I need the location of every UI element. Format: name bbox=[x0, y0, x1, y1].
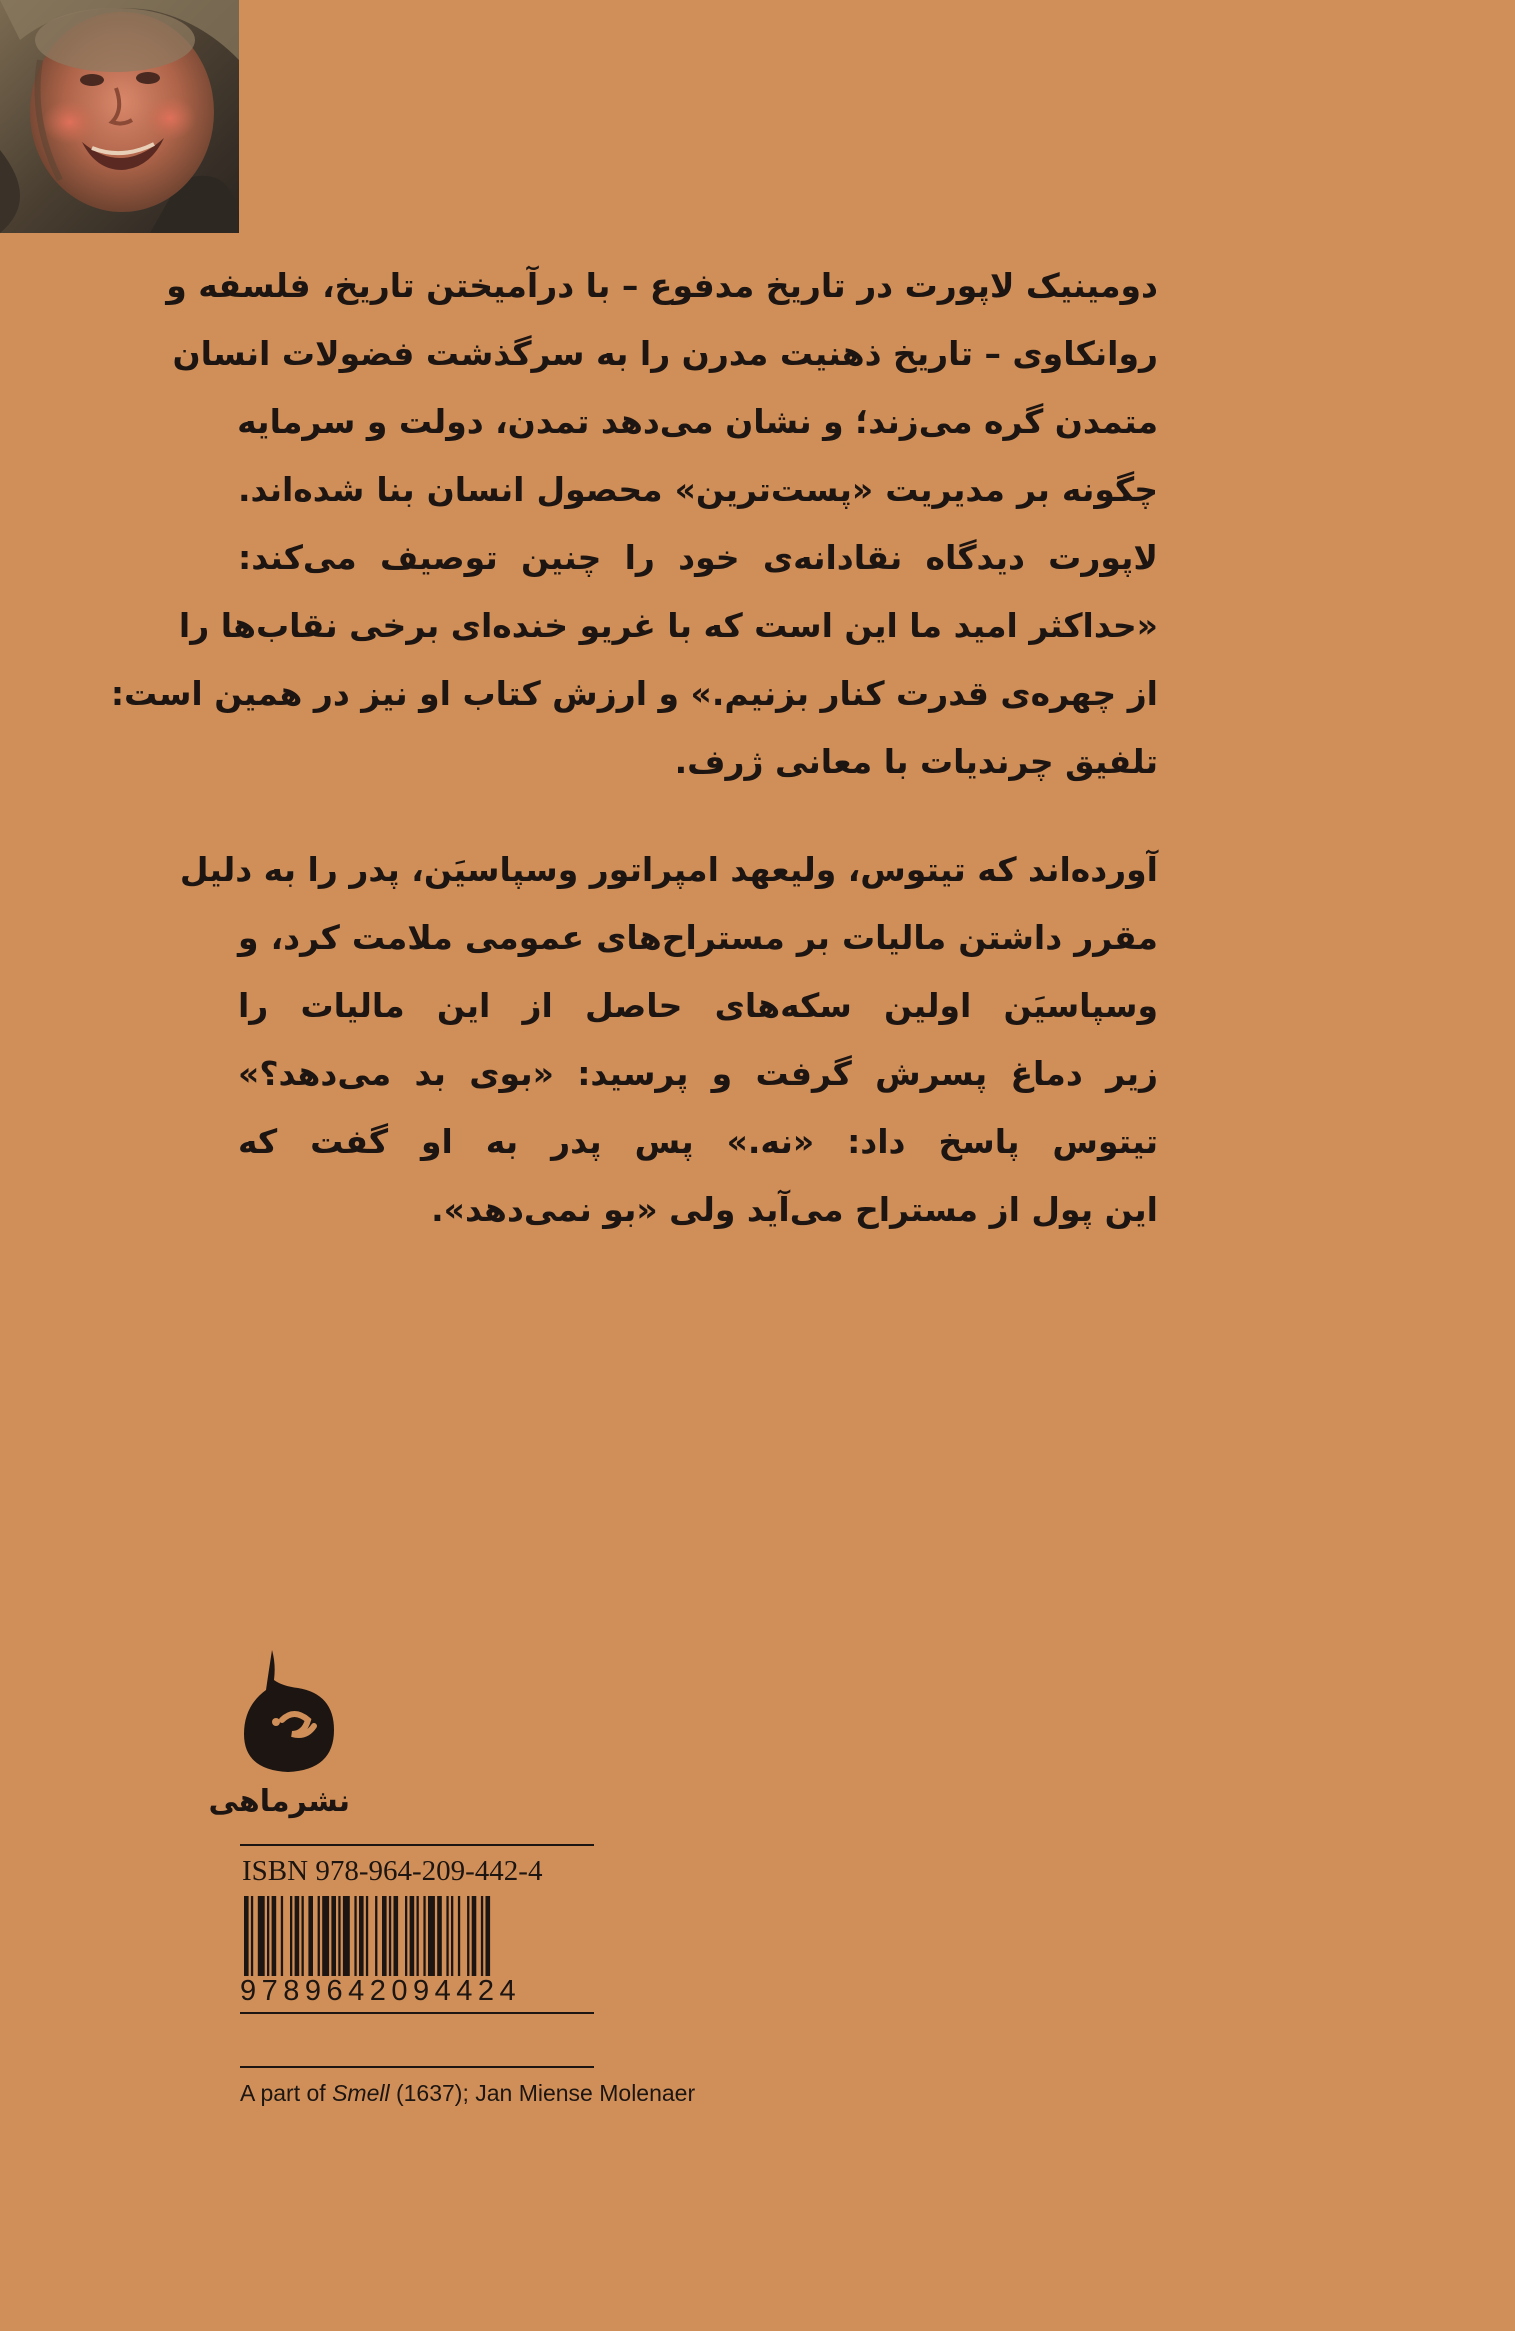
barcode-bar bbox=[359, 1896, 364, 1976]
painting-credit bbox=[240, 2078, 695, 2108]
blurb-line: روانکاوی – تاریخ ذهنیت مدرن را به سرگذشت فضولات انسان bbox=[172, 334, 1158, 373]
painting-fragment bbox=[0, 0, 239, 233]
blurb-line: لاپورت دیدگاه نقادانه‌ی خود را چنین توصیف می‌کند: bbox=[238, 538, 1158, 577]
barcode-bar bbox=[322, 1896, 329, 1976]
barcode-bar bbox=[382, 1896, 387, 1976]
blurb-paragraph-1 bbox=[110, 252, 1158, 796]
barcode-bar bbox=[244, 1896, 249, 1976]
divider bbox=[240, 1844, 594, 1846]
barcode-bar bbox=[394, 1896, 399, 1976]
barcode-digits: 9789642094424 bbox=[240, 1975, 522, 2007]
isbn-label: ISBN 978-964-209-442-4 bbox=[242, 1855, 543, 1887]
blurb-line: چگونه بر مدیریت «پست‌ترین» محصول انسان بنا شده‌اند. bbox=[238, 470, 1158, 509]
barcode-bar bbox=[417, 1896, 419, 1976]
barcode-bar bbox=[437, 1896, 442, 1976]
barcode-bar bbox=[458, 1896, 460, 1976]
barcode-bar bbox=[405, 1896, 407, 1976]
blurb-line: متمدن گره می‌زند؛ و نشان می‌دهد تمدن، دولت و سرمایه bbox=[237, 402, 1158, 441]
divider bbox=[240, 2066, 594, 2068]
barcode-bar bbox=[410, 1896, 415, 1976]
publisher-name: نشرماهی bbox=[208, 1784, 350, 1819]
barcode-bar bbox=[302, 1896, 304, 1976]
barcode-bar bbox=[467, 1896, 469, 1976]
barcode-bar bbox=[290, 1896, 292, 1976]
barcode-bar bbox=[486, 1896, 491, 1976]
blurb-line: دومینیک لاپورت در تاریخ مدفوع – با درآمیختن تاریخ، فلسفه و bbox=[166, 266, 1158, 305]
barcode-bar bbox=[472, 1896, 477, 1976]
blurb-line: آورده‌اند که تیتوس، ولیعهد امپراتور وسپاسیَن، پدر را به دلیل bbox=[179, 850, 1158, 889]
barcode-bar bbox=[308, 1896, 313, 1976]
blurb-line: زیر دماغ پسرش گرفت و پرسید: «بوی بد می‌دهد؟» bbox=[238, 1054, 1158, 1093]
barcode-bar bbox=[267, 1896, 269, 1976]
credit-prefix: A part of bbox=[240, 2080, 333, 2106]
blurb-line: مقرر داشتن مالیات بر مستراح‌های عمومی ملامت کرد، و bbox=[238, 918, 1158, 957]
barcode-bar bbox=[295, 1896, 300, 1976]
barcode-bar bbox=[446, 1896, 448, 1976]
barcode-bar bbox=[272, 1896, 277, 1976]
barcode-bar bbox=[366, 1896, 368, 1976]
divider bbox=[240, 2012, 594, 2014]
barcode-bar bbox=[318, 1896, 320, 1976]
barcode-bar bbox=[338, 1896, 340, 1976]
barcode-bar bbox=[375, 1896, 377, 1976]
barcode-bar bbox=[331, 1896, 336, 1976]
blurb-line: وسپاسیَن اولین سکه‌های حاصل از این مالیات را bbox=[238, 986, 1158, 1025]
barcode-bar bbox=[343, 1896, 350, 1976]
blurb-line: این پول از مستراح می‌آید ولی «بو نمی‌دهد». bbox=[431, 1190, 1158, 1229]
barcode-bar bbox=[251, 1896, 253, 1976]
barcode-bar bbox=[423, 1896, 425, 1976]
barcode-bar bbox=[389, 1896, 391, 1976]
blurb-line: از چهره‌ی قدرت کنار بزنیم.» و ارزش کتاب او نیز در همین است: bbox=[110, 674, 1158, 713]
barcode-bar bbox=[281, 1896, 283, 1976]
barcode-bar bbox=[481, 1896, 483, 1976]
blurb-paragraph-2 bbox=[179, 836, 1158, 1244]
barcode-bar bbox=[258, 1896, 265, 1976]
barcode-bar bbox=[451, 1896, 453, 1976]
fish-drop-logo-icon bbox=[242, 1650, 338, 1778]
barcode-bar bbox=[428, 1896, 435, 1976]
barcode bbox=[240, 1896, 594, 1976]
laughing-face-icon bbox=[0, 0, 239, 233]
blurb-line: «حداکثر امید ما این است که با غریو خنده‌ای برخی نقاب‌ها را bbox=[178, 606, 1158, 645]
blurb-line: تلفیق چرندیات با معانی ژرف. bbox=[674, 742, 1158, 781]
credit-suffix: (1637); Jan Miense Molenaer bbox=[389, 2080, 696, 2106]
barcode-bar bbox=[354, 1896, 356, 1976]
publisher-block bbox=[208, 1650, 350, 1830]
credit-title: Smell bbox=[332, 2080, 390, 2106]
blurb-line: تیتوس پاسخ داد: «نه.» پس پدر به او گفت که bbox=[238, 1122, 1158, 1161]
